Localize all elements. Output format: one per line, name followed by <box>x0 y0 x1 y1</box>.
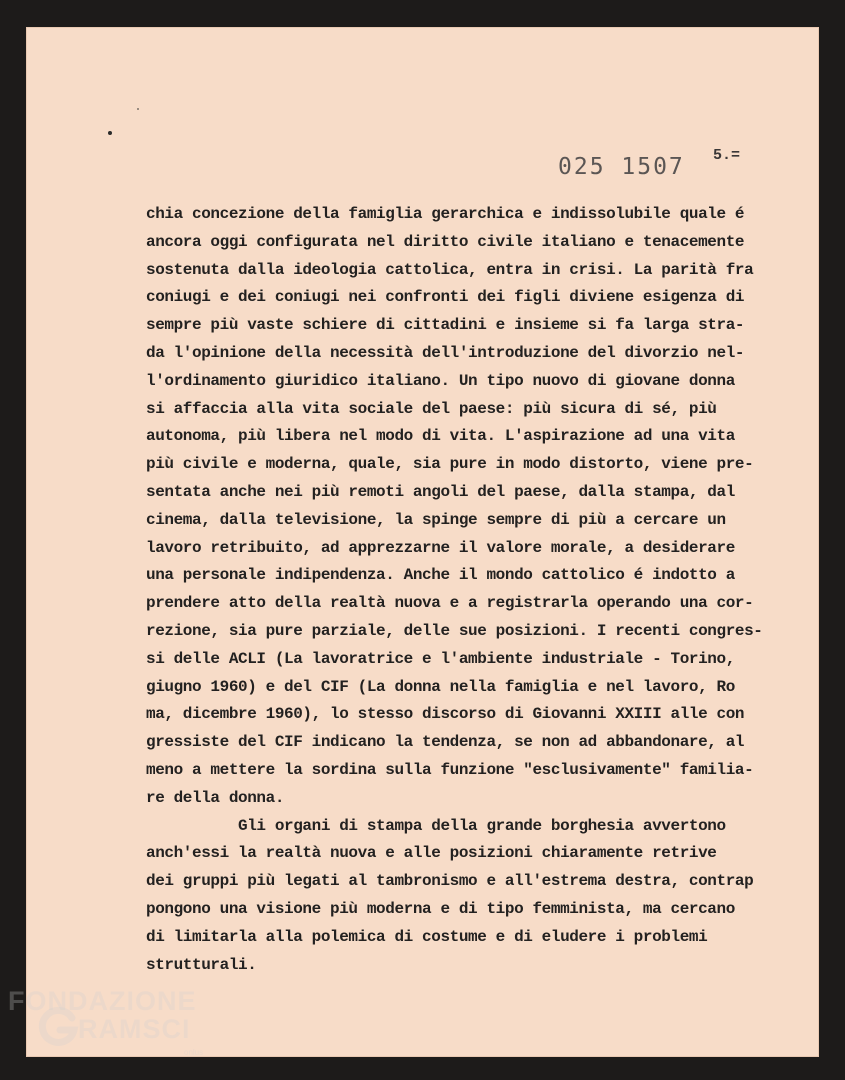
text-line: Gli organi di stampa della grande borghesia avvertono <box>146 816 726 835</box>
text-line: dei gruppi più legati al tambronismo e all'estrema destra, contrap <box>146 872 754 891</box>
text-line: pongono una visione più moderna e di tipo femminista, ma cercano <box>146 899 735 918</box>
text-line: anch'essi la realtà nuova e alle posizioni chiaramente retrive <box>146 844 717 863</box>
archive-number: 025 1507 <box>558 154 685 180</box>
text-line: una personale indipendenza. Anche il mondo cattolico é indotto a <box>146 566 735 585</box>
watermark-suffix: onlus <box>184 1048 204 1057</box>
text-line: sostenuta dalla ideologia cattolica, entra in crisi. La parità fra <box>146 260 754 279</box>
text-line: re della donna. <box>146 788 285 807</box>
watermark-line1: FONDAZIONE <box>8 986 197 1016</box>
text-line: da l'opinione della necessità dell'introduzione del divorzio nel- <box>146 343 745 362</box>
text-line: coniugi e dei coniugi nei confronti dei figli diviene esigenza di <box>146 288 745 307</box>
text-line: l'ordinamento giuridico italiano. Un tipo nuovo di giovane donna <box>146 371 735 390</box>
text-line: sempre più vaste schiere di cittadini e insieme si fa larga stra- <box>146 316 745 335</box>
text-line: si affaccia alla vita sociale del paese: più sicura di sé, più <box>146 399 717 418</box>
text-line: gressiste del CIF indicano la tendenza, se non ad abbandonare, al <box>146 733 745 752</box>
text-line: lavoro retribuito, ad apprezzarne il valore morale, a desiderare <box>146 538 735 557</box>
text-line: si delle ACLI (La lavoratrice e l'ambiente industriale - Torino, <box>146 649 735 668</box>
text-line: chia concezione della famiglia gerarchica e indissolubile quale é <box>146 205 745 223</box>
text-line: cinema, dalla televisione, la spinge sempre di più a cercare un <box>146 510 726 529</box>
paper-speck <box>108 131 112 135</box>
text-line: ma, dicembre 1960), lo stesso discorso di Giovanni XXIII alle con <box>146 705 745 724</box>
text-line: autonoma, più libera nel modo di vita. L'aspirazione ad una vita <box>146 427 735 446</box>
page-number: 5.= <box>713 147 741 164</box>
fondazione-gramsci-watermark <box>8 984 218 1074</box>
text-line: meno a mettere la sordina sulla funzione "esclusivamente" familia- <box>146 760 754 779</box>
text-line: ancora oggi configurata nel diritto civile italiano e tenacemente <box>146 232 745 251</box>
watermark-line2: RAMSCI <box>78 1014 191 1044</box>
text-line: sentata anche nei più remoti angoli del paese, dalla stampa, dal <box>146 482 735 501</box>
text-line: rezione, sia pure parziale, delle sue posizioni. I recenti congres- <box>146 621 763 640</box>
text-line: giugno 1960) e del CIF (La donna nella famiglia e nel lavoro, Ro <box>146 677 735 696</box>
watermark-g-logo-icon <box>38 1006 80 1048</box>
text-line: prendere atto della realtà nuova e a registrarla operando una cor- <box>146 594 754 613</box>
typed-body-text <box>146 201 806 979</box>
text-line: di limitarla alla polemica di costume e di eludere i problemi <box>146 927 708 946</box>
text-line: più civile e moderna, quale, sia pure in modo distorto, viene pre- <box>146 455 754 474</box>
text-line: strutturali. <box>146 955 257 974</box>
paper-speck <box>137 108 139 110</box>
